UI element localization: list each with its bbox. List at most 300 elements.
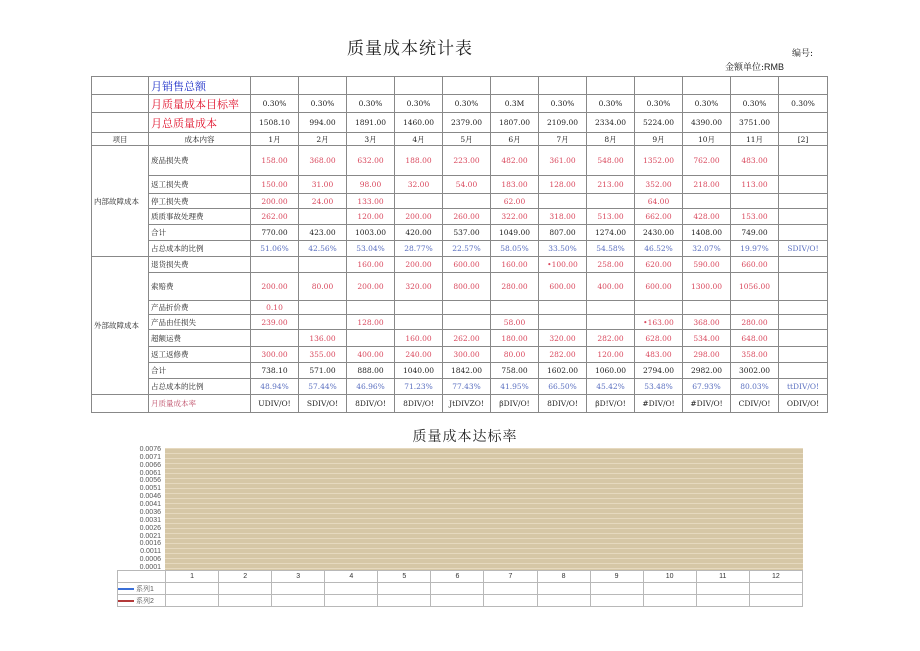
value-cell: 58.05% [491,241,539,257]
value-cell: 57.44% [299,379,347,395]
value-cell: 150.00 [251,176,299,194]
legend-swatch [118,600,134,602]
value-cell [779,315,828,330]
value-cell: 223.00 [443,146,491,176]
series-value-cell [590,595,643,607]
value-cell: 1352.00 [635,146,683,176]
value-cell: 160.00 [347,257,395,273]
value-cell [731,301,779,315]
value-cell [587,301,635,315]
unit-prefix: 金额单位: [725,63,765,73]
x-tick-label: 10 [643,571,696,583]
value-cell: SDIV/O! [299,395,347,413]
cost-item-label: 返工损失费 [149,176,251,194]
value-cell: 53.48% [635,379,683,395]
legend-series-2 [118,595,166,607]
value-cell [779,176,828,194]
y-tick-label: 0.0031 [139,516,161,524]
serial-label: 编号: [792,49,814,59]
y-tick-label: 0.0066 [139,461,161,469]
value-cell [395,301,443,315]
value-cell: 28.77% [395,241,443,257]
value-cell [779,347,828,363]
table-row [92,176,828,194]
value-cell: 632.00 [347,146,395,176]
series-value-cell [378,583,431,595]
series-value-cell [219,595,272,607]
value-cell: 738.10 [251,363,299,379]
value-cell: 355.00 [299,347,347,363]
cost-item-label: 索赔费 [149,273,251,301]
series-value-cell [166,595,219,607]
series-value-cell [537,583,590,595]
value-cell: 807.00 [539,225,587,241]
sales-row-label: 月销售总额 [149,77,251,95]
series-value-cell [749,595,802,607]
value-cell: 46.52% [635,241,683,257]
value-cell: 368.00 [683,315,731,330]
legend-series-1 [118,583,166,595]
value-cell: 260.00 [443,209,491,225]
y-tick-label: 0.0061 [139,469,161,477]
value-cell: 33.50% [539,241,587,257]
value-cell: 1060.00 [587,363,635,379]
value-cell: 2379.00 [443,113,491,133]
value-cell [587,194,635,209]
value-cell: 32.07% [683,241,731,257]
y-tick-label: 0.0001 [139,564,161,571]
value-cell: 213.00 [587,176,635,194]
value-cell: 660.00 [731,257,779,273]
value-cell: 153.00 [731,209,779,225]
value-cell: 0.30% [635,95,683,113]
value-cell: 32.00 [395,176,443,194]
cost-item-label: 质质事故处理费 [149,209,251,225]
x-tick-label: 7 [484,571,537,583]
total-cost-row-label: 月总质量成本 [149,113,251,133]
value-cell [299,77,347,95]
value-cell: •163.00 [635,315,683,330]
value-cell: 0.30% [299,95,347,113]
value-cell: 280.00 [491,273,539,301]
value-cell [491,77,539,95]
header-month: 2月 [299,133,347,146]
value-cell: 0.30% [347,95,395,113]
value-cell [779,146,828,176]
value-cell: 0.10 [251,301,299,315]
value-cell: 361.00 [539,146,587,176]
legend-swatch [118,588,134,590]
header-month: 5月 [443,133,491,146]
cost-item-label: 超额运费 [149,330,251,347]
value-cell [779,194,828,209]
value-cell: 64.00 [635,194,683,209]
value-cell: 423.00 [299,225,347,241]
value-cell [731,194,779,209]
table-row [92,363,828,379]
value-cell: #DIV/O! [683,395,731,413]
value-cell: 428.00 [683,209,731,225]
value-cell: 1602.00 [539,363,587,379]
value-cell: 48.94% [251,379,299,395]
blank-cell [92,113,149,133]
header-month: 6月 [491,133,539,146]
chart-data-table [117,570,803,607]
value-cell [539,77,587,95]
series-value-cell [696,595,749,607]
header-month: 3月 [347,133,395,146]
value-cell: 58.00 [491,315,539,330]
value-cell: 262.00 [443,330,491,347]
series-value-cell [272,595,325,607]
value-cell [539,315,587,330]
series-value-cell [431,583,484,595]
series-value-cell [696,583,749,595]
value-cell [491,301,539,315]
y-tick-label: 0.0076 [139,446,161,453]
value-cell [299,257,347,273]
page-title: 质量成本统计表 [347,39,473,59]
value-cell [443,315,491,330]
y-tick-label: 0.0011 [140,548,161,556]
value-cell: 160.00 [491,257,539,273]
value-cell [683,194,731,209]
value-cell: 400.00 [587,273,635,301]
value-cell: 620.00 [635,257,683,273]
x-tick-label: 3 [272,571,325,583]
value-cell: 22.57% [443,241,491,257]
value-cell [779,363,828,379]
value-cell: 0.30% [251,95,299,113]
series-value-cell [378,595,431,607]
value-cell: 5224.00 [635,113,683,133]
header-month: 10月 [683,133,731,146]
quality-cost-table [91,76,828,413]
value-cell: βD!V/O! [587,395,635,413]
y-tick-label: 0.0016 [139,540,161,548]
value-cell: 200.00 [395,257,443,273]
value-cell [299,301,347,315]
value-cell: 662.00 [635,209,683,225]
header-item: 项目 [92,133,149,146]
series-value-cell [484,583,537,595]
y-tick-label: 0.0046 [139,493,161,501]
value-cell: 282.00 [587,330,635,347]
ratio-label: 占总成本的比例 [149,379,251,395]
value-cell [587,77,635,95]
x-tick-label: 9 [590,571,643,583]
value-cell: 133.00 [347,194,395,209]
value-cell: 262.00 [251,209,299,225]
table-row [92,315,828,330]
cost-item-label: 废品损失费 [149,146,251,176]
category-external: 外部故障成本 [92,257,149,395]
value-cell: 45.42% [587,379,635,395]
value-cell [779,257,828,273]
x-tick-label: 4 [325,571,378,583]
legend-label: 系列2 [136,597,154,605]
value-cell [587,315,635,330]
value-cell [299,315,347,330]
value-cell: 770.00 [251,225,299,241]
table-row [92,113,828,133]
value-cell: 41.95% [491,379,539,395]
value-cell: 537.00 [443,225,491,241]
value-cell: 71.23% [395,379,443,395]
value-cell [779,273,828,301]
value-cell: 4390.00 [683,113,731,133]
value-cell: 300.00 [251,347,299,363]
x-tick-label: 2 [219,571,272,583]
table-row [92,209,828,225]
value-cell: 240.00 [395,347,443,363]
series-value-cell [643,583,696,595]
value-cell [779,209,828,225]
value-cell [779,225,828,241]
cost-item-label: 退货损失费 [149,257,251,273]
value-cell: SDIV/O! [779,241,828,257]
value-cell [395,77,443,95]
value-cell [395,194,443,209]
cost-item-label: 产品由任损失 [149,315,251,330]
series-value-cell [325,583,378,595]
value-cell: 1460.00 [395,113,443,133]
value-cell: 1842.00 [443,363,491,379]
value-cell: 3002.00 [731,363,779,379]
value-cell: 358.00 [731,347,779,363]
value-cell: 46.96% [347,379,395,395]
series-value-cell [272,583,325,595]
blank-cell [92,77,149,95]
value-cell: 2982.00 [683,363,731,379]
y-tick-label: 0.0036 [139,508,161,516]
value-cell [539,194,587,209]
value-cell: 113.00 [731,176,779,194]
value-cell: 24.00 [299,194,347,209]
header-month: 7月 [539,133,587,146]
value-cell: 80.00 [491,347,539,363]
value-cell [443,194,491,209]
value-cell: 2334.00 [587,113,635,133]
table-row [92,133,828,146]
series-value-cell [749,583,802,595]
value-cell: 188.00 [395,146,443,176]
cost-item-label: 产品折价费 [149,301,251,315]
value-cell: 548.00 [587,146,635,176]
subtotal-label: 合计 [149,225,251,241]
table-row [92,301,828,315]
value-cell: 136.00 [299,330,347,347]
value-cell: 42.56% [299,241,347,257]
header-month: [2] [779,133,828,146]
x-tick-label: 6 [431,571,484,583]
plot-area [165,448,803,570]
value-cell: 320.00 [395,273,443,301]
value-cell: 98.00 [347,176,395,194]
value-cell: 600.00 [635,273,683,301]
value-cell: 1003.00 [347,225,395,241]
table-row [92,194,828,209]
value-cell: 62.00 [491,194,539,209]
value-cell: 77.43% [443,379,491,395]
value-cell: 53.04% [347,241,395,257]
value-cell: 322.00 [491,209,539,225]
value-cell: 0.30% [539,95,587,113]
value-cell: 200.00 [251,194,299,209]
compliance-chart [117,448,803,608]
value-cell: 300.00 [443,347,491,363]
value-cell: 0.30% [683,95,731,113]
value-cell: 749.00 [731,225,779,241]
y-tick-label: 0.0071 [139,453,161,461]
value-cell: 1408.00 [683,225,731,241]
value-cell [683,77,731,95]
value-cell: 320.00 [539,330,587,347]
value-cell: 420.00 [395,225,443,241]
value-cell: 0.30% [443,95,491,113]
value-cell: 54.00 [443,176,491,194]
value-cell: 8DIV/O! [539,395,587,413]
cost-item-label: 返工返修费 [149,347,251,363]
value-cell: 31.00 [299,176,347,194]
subtotal-label: 合计 [149,363,251,379]
series-value-cell [484,595,537,607]
table-row [92,225,828,241]
value-cell: 368.00 [299,146,347,176]
value-cell: 239.00 [251,315,299,330]
value-cell: 19.97% [731,241,779,257]
value-cell: 648.00 [731,330,779,347]
table-row [92,347,828,363]
header-month: 1月 [251,133,299,146]
value-cell: 0.30% [395,95,443,113]
x-tick-label: 5 [378,571,431,583]
value-cell: 54.58% [587,241,635,257]
series-value-cell [643,595,696,607]
value-cell: UDIV/O! [251,395,299,413]
value-cell: 888.00 [347,363,395,379]
value-cell: 298.00 [683,347,731,363]
value-cell: 128.00 [347,315,395,330]
value-cell: 80.00 [299,273,347,301]
value-cell: 1049.00 [491,225,539,241]
value-cell: 200.00 [347,273,395,301]
value-cell: 534.00 [683,330,731,347]
value-cell [347,330,395,347]
blank-cell [118,571,166,583]
value-cell [779,113,828,133]
value-cell: 352.00 [635,176,683,194]
value-cell: 218.00 [683,176,731,194]
x-tick-label: 11 [696,571,749,583]
value-cell: 1274.00 [587,225,635,241]
value-cell [443,77,491,95]
value-cell: 1891.00 [347,113,395,133]
target-rate-row-label: 月质量成本目标率 [149,95,251,113]
value-cell: 200.00 [251,273,299,301]
y-tick-label: 0.0026 [139,524,161,532]
blank-cell [92,95,149,113]
value-cell [395,315,443,330]
series-value-cell [325,595,378,607]
value-cell: 128.00 [539,176,587,194]
value-cell [251,77,299,95]
value-cell: 0.30% [587,95,635,113]
value-cell [779,301,828,315]
value-cell: 51.06% [251,241,299,257]
value-cell: 600.00 [443,257,491,273]
category-internal: 内部故障成本 [92,146,149,257]
value-cell: 200.00 [395,209,443,225]
value-cell: 8DIV/O! [347,395,395,413]
value-cell [251,257,299,273]
header-month: 11月 [731,133,779,146]
value-cell: CDIV/O! [731,395,779,413]
cost-item-label: 停工损失费 [149,194,251,209]
value-cell: 80.03% [731,379,779,395]
table-row [92,273,828,301]
header-content: 成本内容 [149,133,251,146]
table-row [92,146,828,176]
y-tick-label: 0.0041 [139,501,161,509]
value-cell: 758.00 [491,363,539,379]
value-cell [347,301,395,315]
x-tick-label: 8 [537,571,590,583]
value-cell: 1508.10 [251,113,299,133]
value-cell: 8DIV/O! [395,395,443,413]
value-cell [443,301,491,315]
value-cell: 762.00 [683,146,731,176]
value-cell: 3751.00 [731,113,779,133]
value-cell: ttDIV/O! [779,379,828,395]
ratio-label: 占总成本的比例 [149,241,251,257]
value-cell: 0.30% [779,95,828,113]
value-cell: 1056.00 [731,273,779,301]
value-cell: 66.50% [539,379,587,395]
y-tick-label: 0.0021 [139,532,161,540]
unit-value: RMB [764,62,785,72]
value-cell: 483.00 [635,347,683,363]
table-row [92,241,828,257]
value-cell: 600.00 [539,273,587,301]
series-value-cell [431,595,484,607]
value-cell [731,77,779,95]
value-cell: 2794.00 [635,363,683,379]
value-cell: 590.00 [683,257,731,273]
legend-label: 系列1 [136,585,154,593]
table-row [92,257,828,273]
value-cell: 160.00 [395,330,443,347]
value-cell: 483.00 [731,146,779,176]
series-value-cell [537,595,590,607]
x-tick-label: 12 [749,571,802,583]
header-month: 8月 [587,133,635,146]
value-cell: 158.00 [251,146,299,176]
value-cell: 183.00 [491,176,539,194]
header-month: 4月 [395,133,443,146]
value-cell: 120.00 [587,347,635,363]
value-cell: 628.00 [635,330,683,347]
value-cell: 2109.00 [539,113,587,133]
value-cell: 1040.00 [395,363,443,379]
value-cell: 258.00 [587,257,635,273]
value-cell: 120.00 [347,209,395,225]
value-cell: 282.00 [539,347,587,363]
value-cell: 0.30% [731,95,779,113]
value-cell [251,330,299,347]
value-cell: ODIV/O! [779,395,828,413]
value-cell [539,301,587,315]
